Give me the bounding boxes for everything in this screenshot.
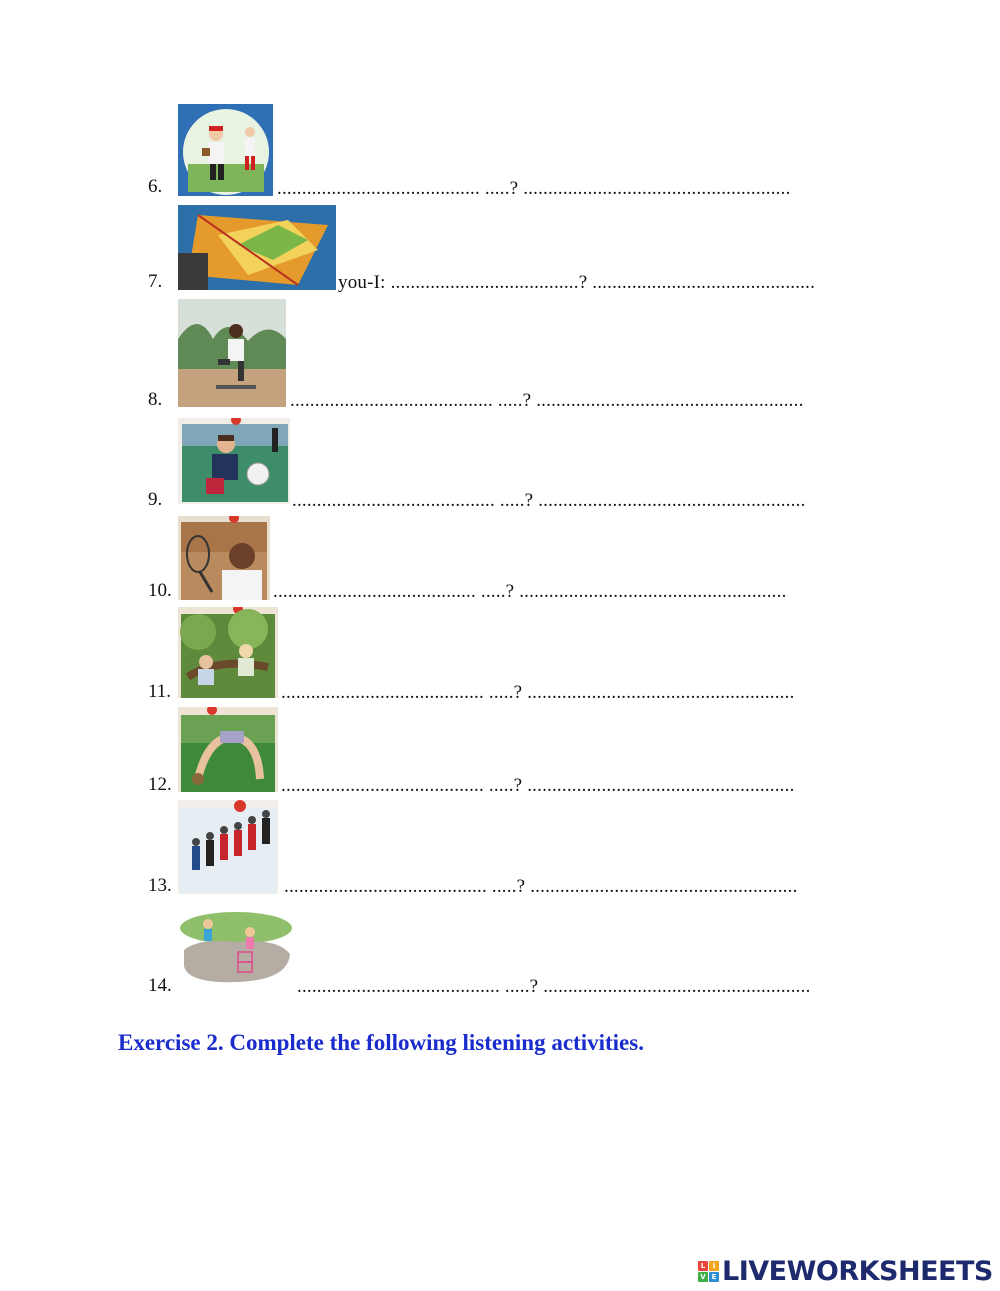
hopscotch-image [178, 910, 294, 990]
answer-line: ......................................? ............................................. [390, 272, 816, 293]
item-number: 7. [148, 271, 163, 292]
answer-line: ......................................... .....? ...................................................... [284, 876, 798, 897]
answer-line: ......................................... .....? ...................................................... [273, 581, 787, 602]
kite-flying-image [178, 205, 336, 290]
item-number: 11. [148, 681, 172, 702]
gymnastics-bridge-image [178, 707, 278, 792]
tree-climbing-image [178, 607, 278, 698]
item-number: 6. [148, 176, 163, 197]
item-number: 8. [148, 389, 163, 410]
answer-line: ......................................... .....? ...................................................... [277, 178, 791, 199]
answer-line: ......................................... .....? ...................................................... [281, 682, 795, 703]
logo-text: LIVEWORKSHEETS [722, 1255, 993, 1287]
answer-line: ......................................... .....? ...................................................... [292, 490, 806, 511]
exercise-2-heading: Exercise 2. Complete the following listening activities. [118, 1030, 644, 1055]
prompt-label: you-I: [338, 272, 386, 293]
ice-skating-image [178, 800, 278, 894]
answer-line: ......................................... .....? ...................................................... [281, 775, 795, 796]
baseball-players-image [178, 104, 273, 196]
item-number: 14. [148, 975, 172, 996]
tennis-image [178, 516, 270, 600]
skateboarding-image [178, 299, 286, 407]
item-number: 10. [148, 580, 172, 601]
answer-line: ......................................... .....? ...................................................... [297, 976, 811, 997]
answer-line: ......................................... .....? ...................................................... [290, 390, 804, 411]
volleyball-image [178, 418, 290, 504]
item-number: 9. [148, 489, 163, 510]
item-number: 13. [148, 875, 172, 896]
item-number: 12. [148, 774, 172, 795]
liveworksheets-logo[interactable] [698, 1256, 993, 1286]
logo-blocks-icon: L I V E [698, 1261, 719, 1282]
